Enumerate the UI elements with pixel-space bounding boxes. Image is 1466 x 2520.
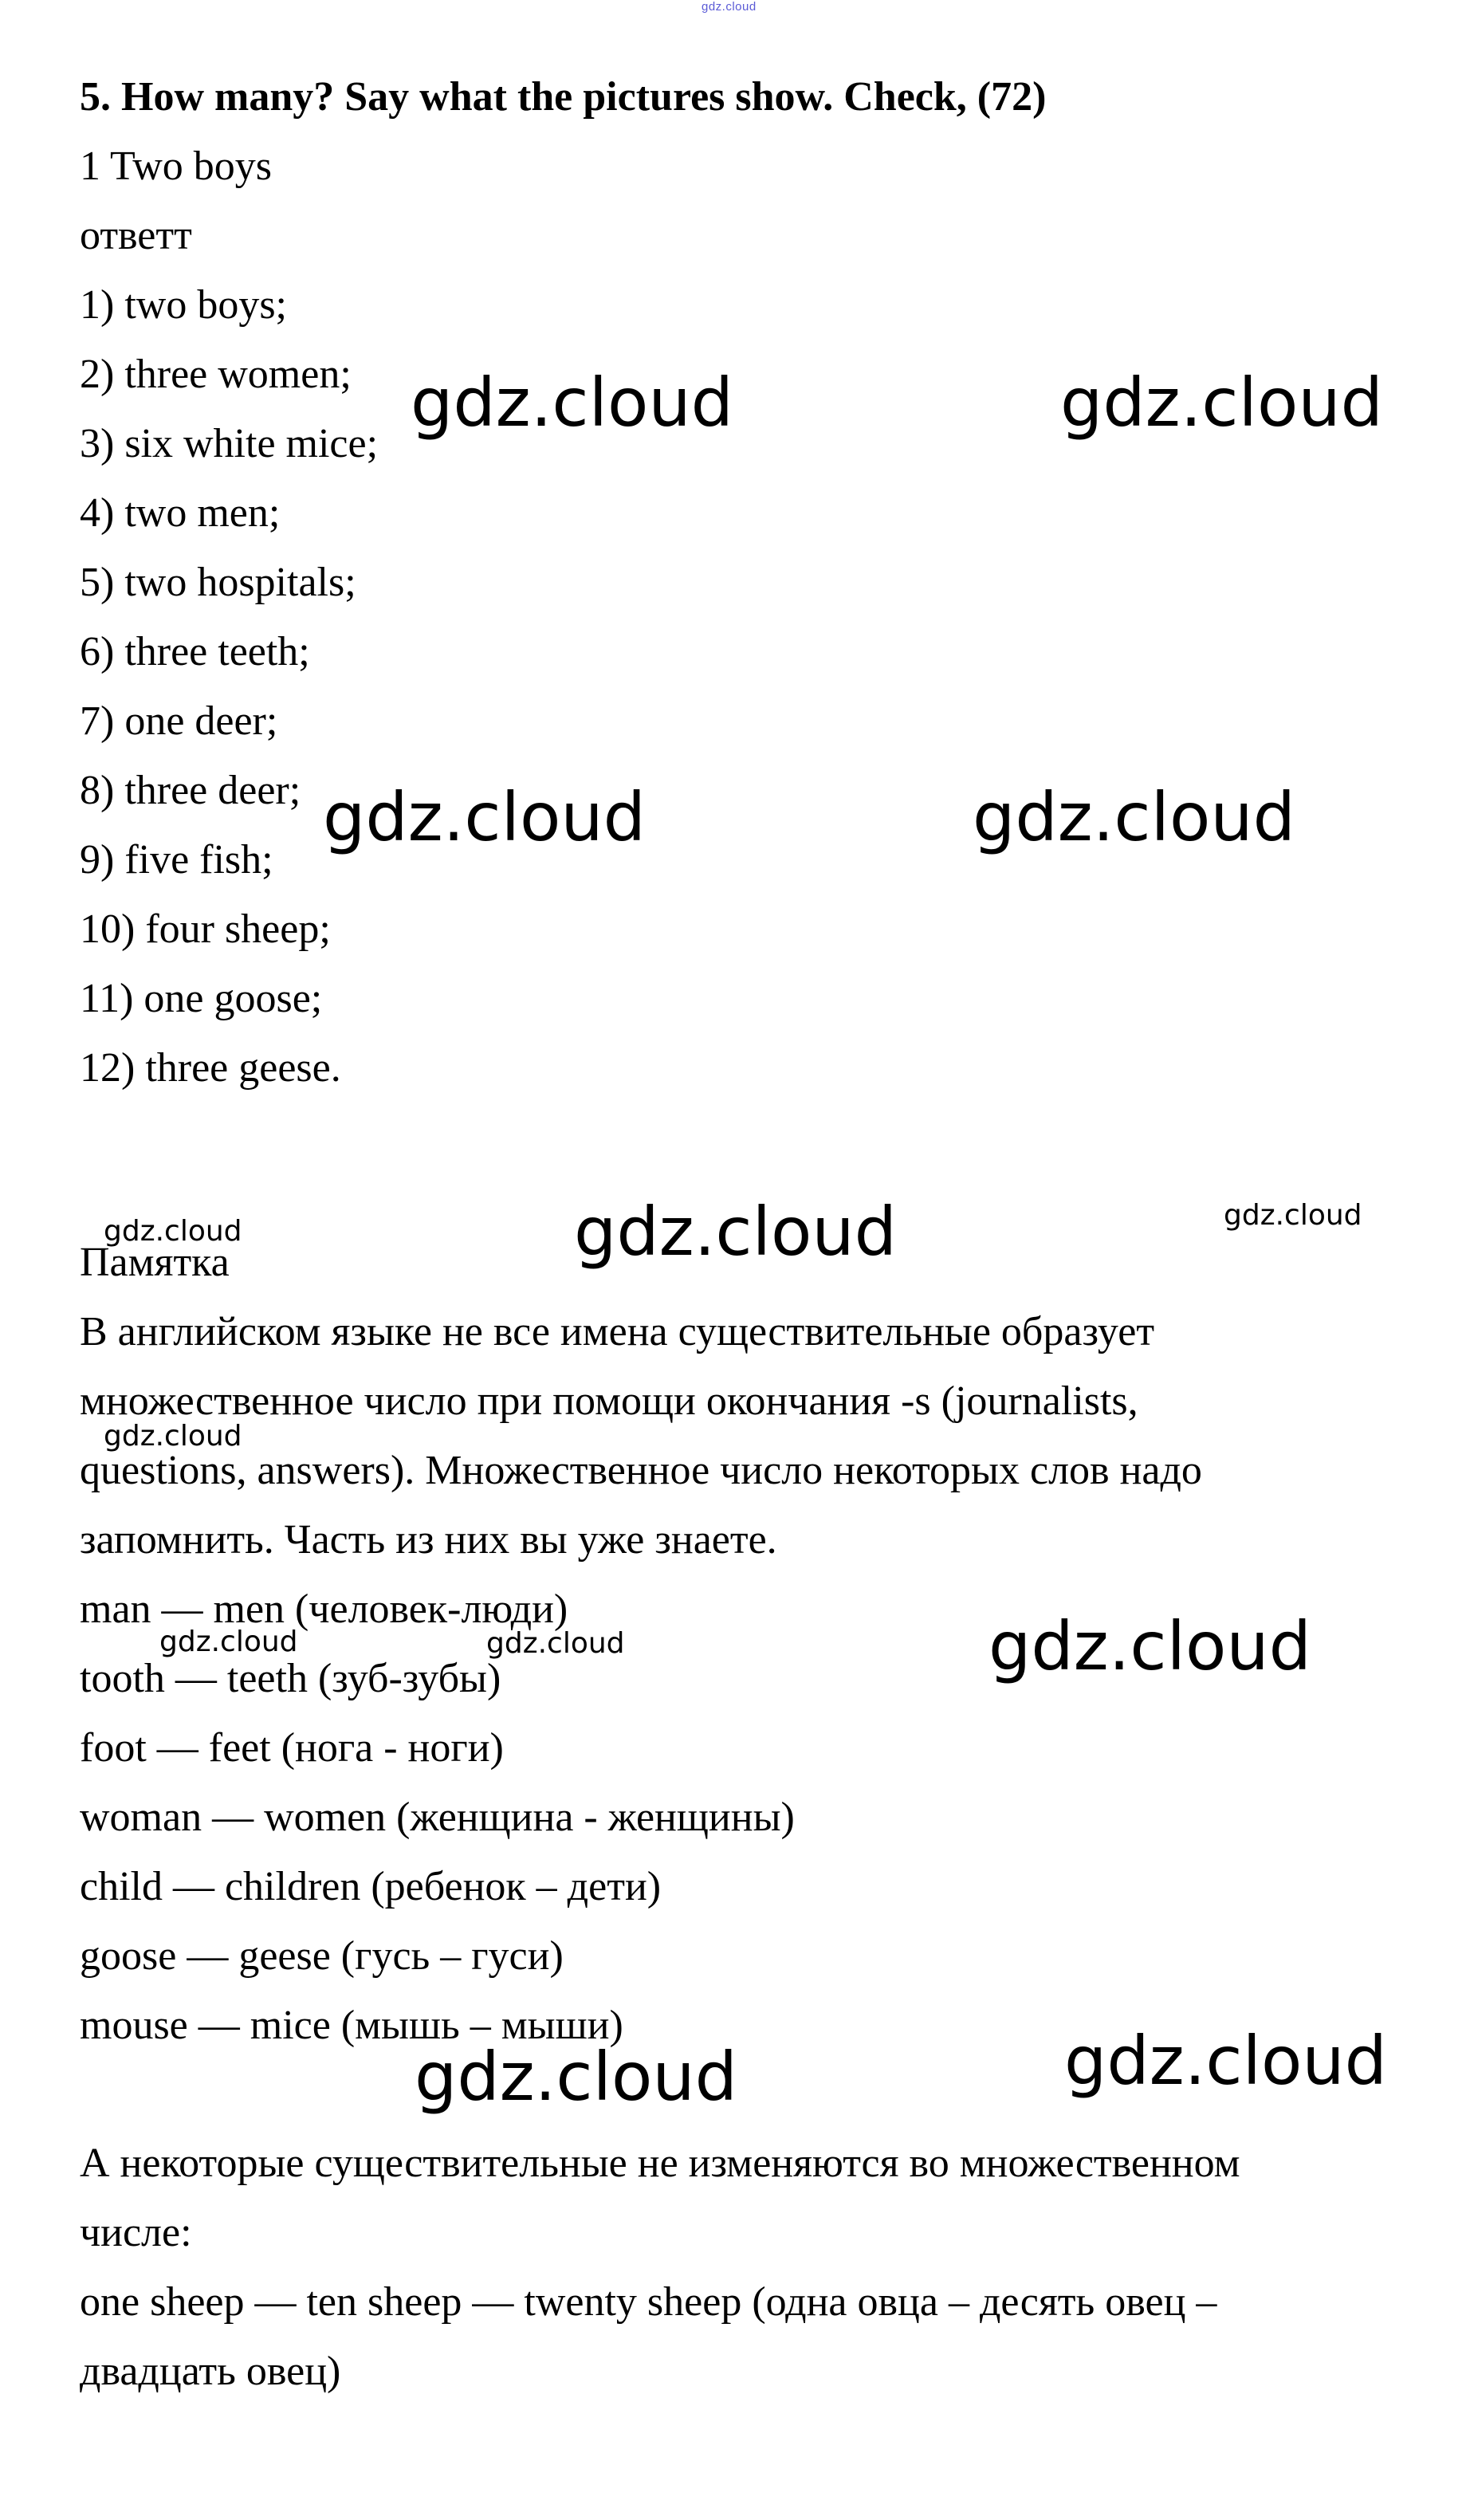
memo-intro-line: questions, answers). Множественное число некоторых слов надо bbox=[80, 1448, 1202, 1493]
answer-label: ответт bbox=[80, 213, 192, 258]
watermark: gdz.cloud bbox=[1224, 1199, 1362, 1232]
watermark: gdz.cloud bbox=[415, 2038, 737, 2116]
watermark: gdz.cloud bbox=[988, 1607, 1311, 1685]
memo-intro-line: множественное число при помощи окончания -s (journalists, bbox=[80, 1378, 1138, 1424]
unchanged-line: числе: bbox=[80, 2210, 192, 2255]
list-item: 5) two hospitals; bbox=[80, 560, 356, 605]
unchanged-line: one sheep — ten sheep — twenty sheep (одна овца – десять овец – bbox=[80, 2279, 1217, 2325]
memo-intro-line: В английском языке не все имена существительные образует bbox=[80, 1309, 1155, 1354]
list-item: 2) three women; bbox=[80, 352, 352, 397]
watermark: gdz.cloud bbox=[323, 778, 646, 856]
unchanged-line: двадцать овец) bbox=[80, 2349, 341, 2394]
watermark: gdz.cloud bbox=[574, 1193, 897, 1271]
list-item: 1) two boys; bbox=[80, 282, 287, 328]
plural-pair: mouse — mice (мышь – мыши) bbox=[80, 2003, 623, 2048]
list-item: 9) five fish; bbox=[80, 837, 273, 883]
plural-pair: foot — feet (нога - ноги) bbox=[80, 1725, 504, 1771]
list-item: 8) three deer; bbox=[80, 768, 301, 813]
list-item: 7) one deer; bbox=[80, 698, 278, 744]
watermark: gdz.cloud bbox=[159, 1626, 298, 1658]
list-item: 4) two men; bbox=[80, 490, 281, 536]
watermark: gdz.cloud bbox=[486, 1627, 625, 1660]
exercise-heading: 5. How many? Say what the pictures show. Check, (72) bbox=[80, 74, 1047, 120]
watermark: gdz.cloud bbox=[104, 1420, 242, 1453]
watermark: gdz.cloud bbox=[1064, 2022, 1387, 2100]
list-item: 3) six white mice; bbox=[80, 421, 379, 466]
watermark: gdz.cloud bbox=[104, 1215, 242, 1248]
watermark: gdz.cloud bbox=[1060, 364, 1383, 442]
list-item: 6) three teeth; bbox=[80, 629, 310, 674]
plural-pair: child — children (ребенок – дети) bbox=[80, 1864, 662, 1909]
watermark: gdz.cloud bbox=[411, 364, 733, 442]
list-item: 10) four sheep; bbox=[80, 906, 331, 952]
list-item: 12) three geese. bbox=[80, 1045, 341, 1091]
memo-intro-line: запомнить. Часть из них вы уже знаете. bbox=[80, 1517, 777, 1563]
unchanged-line: А некоторые существительные не изменяются во множественном bbox=[80, 2141, 1240, 2186]
watermark: gdz.cloud bbox=[973, 778, 1295, 856]
exercise-prompt: 1 Two boys bbox=[80, 143, 272, 189]
plural-pair: man — men (человек-люди) bbox=[80, 1586, 568, 1632]
plural-pair: goose — geese (гусь – гуси) bbox=[80, 1933, 564, 1979]
list-item: 11) one goose; bbox=[80, 976, 323, 1021]
plural-pair: woman — women (женщина - женщины) bbox=[80, 1795, 795, 1840]
plural-pair: tooth — teeth (зуб-зубы) bbox=[80, 1656, 501, 1701]
top-watermark: gdz.cloud bbox=[702, 0, 757, 14]
memo-title: Памятка bbox=[80, 1240, 230, 1285]
